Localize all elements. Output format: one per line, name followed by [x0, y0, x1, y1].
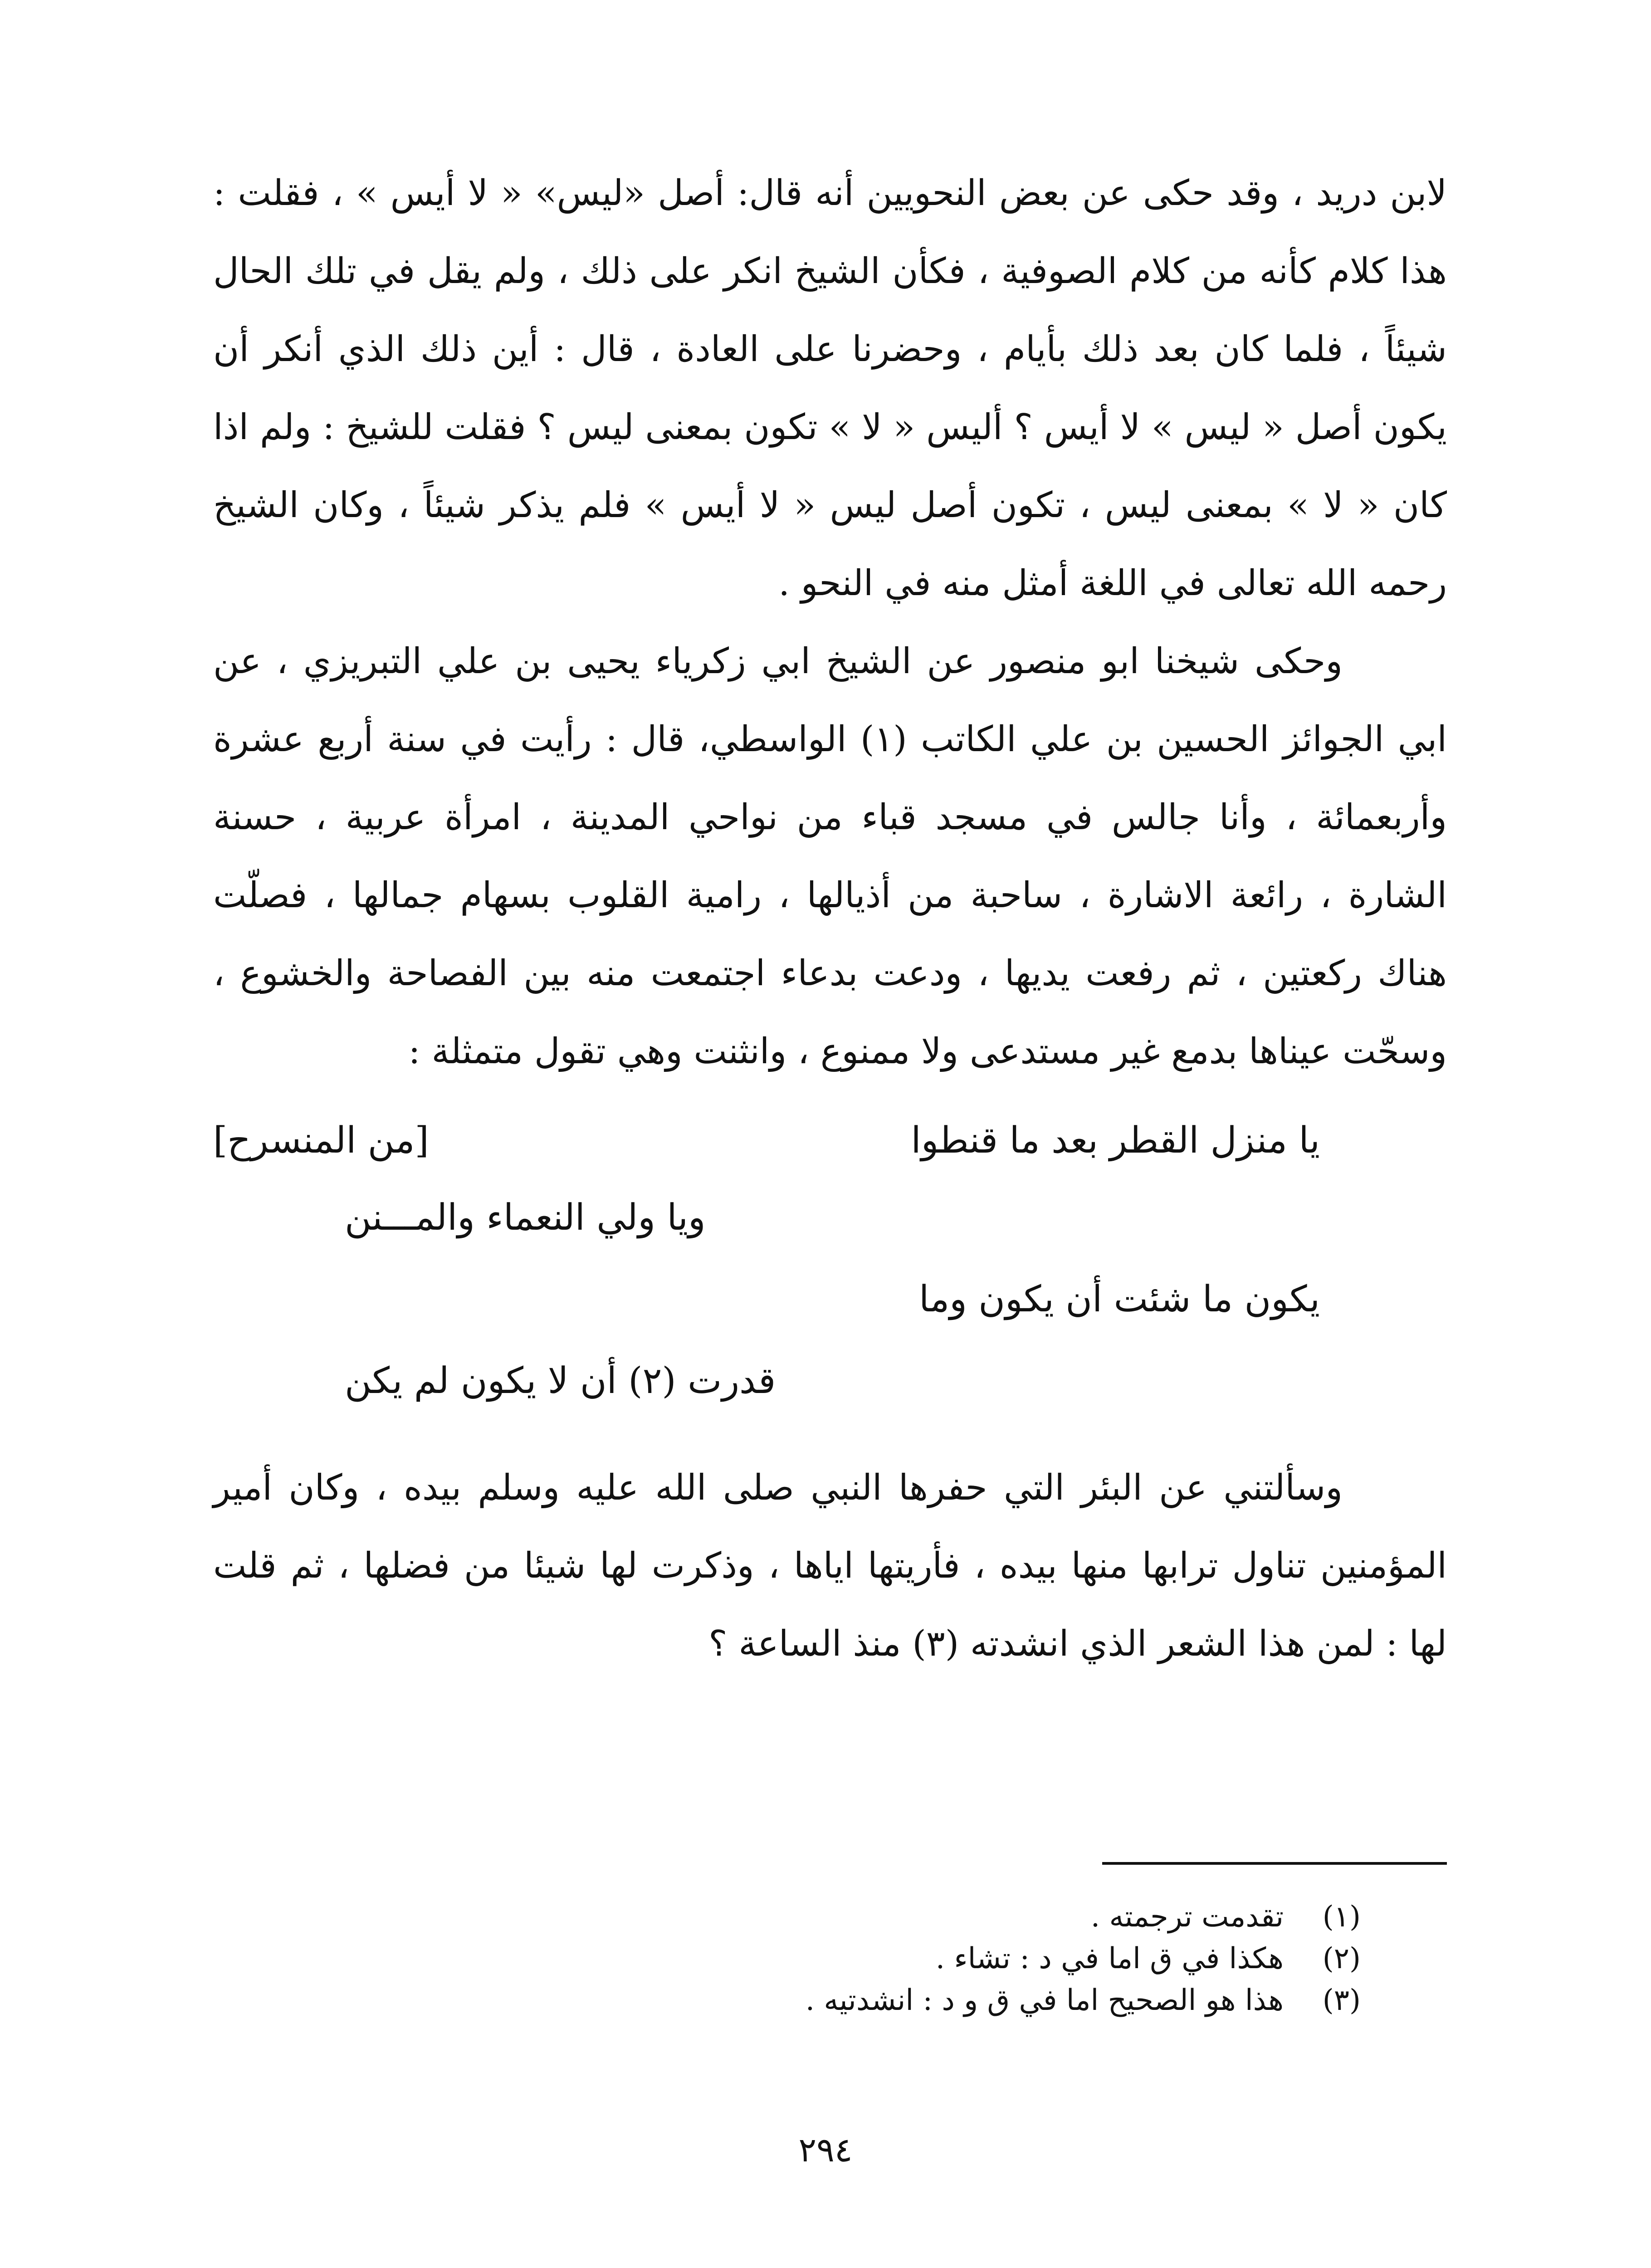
- verse-1-first-hemistich: يا منزل القطر بعد ما قنطوا: [911, 1119, 1320, 1161]
- verse-2-second-hemistich: قدرت (٢) أن لا يكون لم يكن: [345, 1359, 776, 1402]
- footnotes: [363, 1896, 1361, 2021]
- poem-meter-label: [من المنسرح]: [213, 1119, 429, 1161]
- poem-verses: [213, 1100, 1447, 1435]
- footnote-text: هكذا في ق اما في د : تشاء .: [935, 1942, 1284, 1975]
- footnote-text: هذا هو الصحيح اما في ق و د : انشدتيه .: [805, 1984, 1284, 2017]
- paragraph-2: وحكى شيخنا ابو منصور عن الشيخ ابي زكرياء يحيى بن علي التبريزي ، عن ابي الجوائز الحسين بن علي الكاتب (١) الواسطي، قال : رأيت في سنة أربع عشرة وأربعمائة ، وأنا جالس في مسجد قباء من نواحي المدينة ، امرأة عربية ، حسنة الشارة ، رائعة الاشارة ، ساحبة من أذيالها ، رامية القلوب بسهام جمالها ، فصلّت هناك ركعتين ، ثم رفعت يديها ، ودعت بدعاء اجتمعت منه بين الفصاحة والخشوع ، وسحّت عيناها بدمع غير مستدعى ولا ممنوع ، وانثنت وهي تقول متمثلة :: [213, 641, 1447, 1072]
- footnote-separator: [1102, 1862, 1447, 1865]
- footnote-number: (٢): [1322, 1942, 1361, 1975]
- footnote-number: (١): [1322, 1900, 1361, 1934]
- paragraph-1: لابن دريد ، وقد حكى عن بعض النحويين أنه قال: أصل «ليس» « لا أيس » ، فقلت : هذا كلام كأنه من كلام الصوفية ، فكأن الشيخ انكر على ذلك ، ولم يقل في تلك الحال شيئاً ، فلما كان بعد ذلك بأيام ، وحضرنا على العادة ، قال : أين ذلك الذي أنكر أن يكون أصل « ليس » لا أيس ؟ أليس « لا » تكون بمعنى ليس ؟ فقلت للشيخ : ولم اذا كان « لا » بمعنى ليس ، تكون أصل ليس « لا أيس » فلم يذكر شيئاً ، وكان الشيخ رحمه الله تعالى في اللغة أمثل منه في النحو .: [213, 173, 1447, 604]
- footnote-1: [363, 1896, 1361, 1938]
- footnote-3: [363, 1980, 1361, 2021]
- footnote-text: تقدمت ترجمته .: [1090, 1900, 1284, 1934]
- page-number: ٢٩٤: [798, 2131, 853, 2170]
- verse-1-second-hemistich: ويا ولي النعماء والمـــنن: [345, 1196, 706, 1238]
- paragraph-3: وسألتني عن البئر التي حفرها النبي صلى الله عليه وسلم بيده ، وكان أمير المؤمنين تناول ترابها منها بيده ، فأريتها اياها ، وذكرت لها شيئا من فضلها ، ثم قلت لها : لمن هذا الشعر الذي انشدته (٣) منذ الساعة ؟: [213, 1467, 1447, 1664]
- footnote-number: (٣): [1322, 1984, 1361, 2017]
- footnote-2: [363, 1938, 1361, 1980]
- verse-2-first-hemistich: يكون ما شئت أن يكون وما: [919, 1278, 1320, 1320]
- body-text: [213, 154, 1447, 1683]
